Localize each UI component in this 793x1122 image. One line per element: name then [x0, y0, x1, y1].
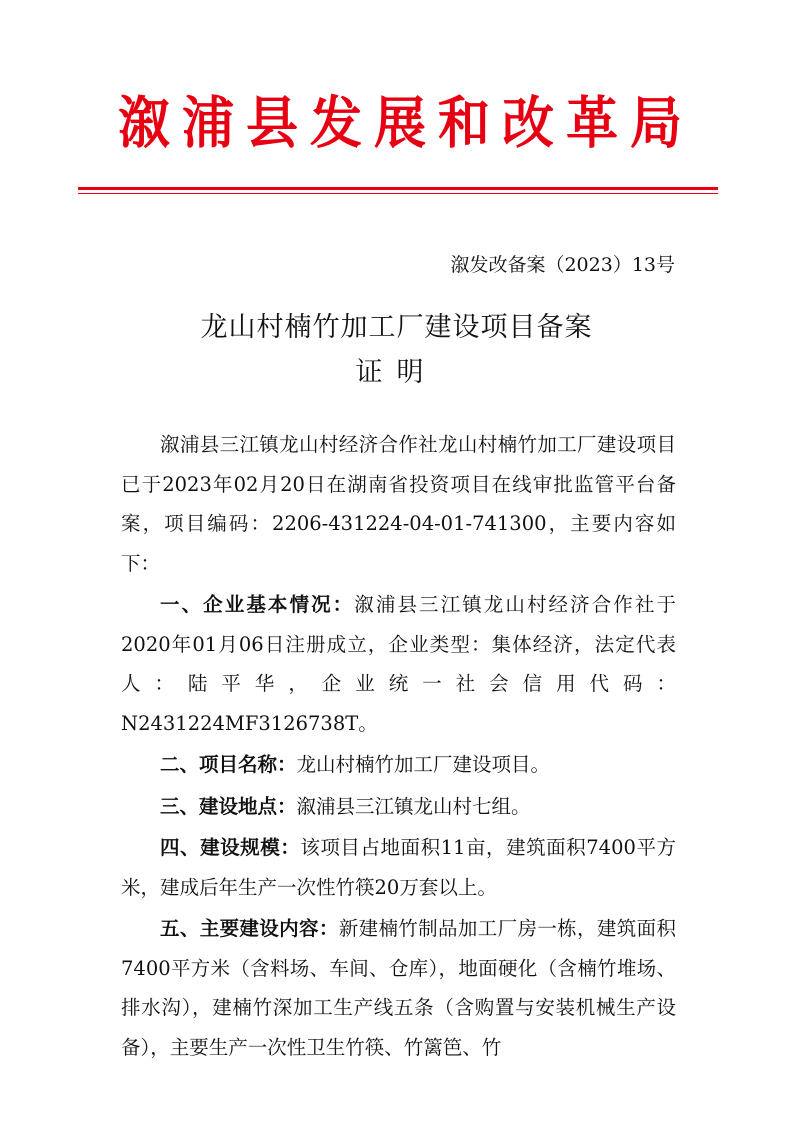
section-text: 溆浦县三江镇龙山村七组。: [296, 794, 531, 818]
issuing-authority-header: 溆浦县发展和改革局: [118, 91, 695, 157]
section-paragraph: [121, 909, 676, 1067]
section-text: 新建楠竹制品加工厂房一栋，建筑面积7400平方米（含料场、车间、仓库），地面硬化（含楠竹堆场、排水沟），建楠竹深加工生产线五条（含购置与安装机械生产设备），主要生产一次性卫生竹筷、竹篱笆、竹: [121, 917, 676, 1059]
document-title: 龙山村楠竹加工厂建设项目备案: [200, 312, 593, 343]
section-text: 龙山村楠竹加工厂建设项目。: [296, 753, 551, 776]
section-paragraph: [121, 787, 676, 827]
header-divider-thin: [78, 193, 718, 194]
document-title-line2: 证明: [355, 357, 438, 388]
section-text: 该项目占地面积11亩，建筑面积7400平方米，建成后年生产一次性竹筷20万套以上。: [121, 836, 676, 899]
section-heading: 三、建设地点：: [160, 794, 297, 818]
section-heading: 四、建设规模：: [160, 836, 301, 859]
section-heading: 一、企业基本情况：: [160, 593, 355, 616]
section-paragraph: [121, 585, 676, 743]
document-body: [121, 425, 676, 1067]
header-divider-thick: [78, 187, 718, 190]
section-heading: 五、主要建设内容：: [160, 917, 339, 940]
section-paragraph: [121, 745, 676, 785]
section-text: 溆浦县三江镇龙山村经济合作社于2020年01月06日注册成立，企业类型：集体经济，法定代表人：陆平华，企业统一社会信用代码：N2431224MF3126738T。: [121, 593, 676, 735]
section-paragraph: [121, 828, 676, 907]
intro-paragraph: 溆浦县三江镇龙山村经济合作社龙山村楠竹加工厂建设项目已于2023年02月20日在湖南省投资项目在线审批监管平台备案，项目编码：2206-431224-04-01-741300，主要内容如下：: [121, 433, 676, 575]
document-number: 溆发改备案（2023）13号: [450, 254, 675, 276]
section-heading: 二、项目名称：: [160, 753, 297, 776]
